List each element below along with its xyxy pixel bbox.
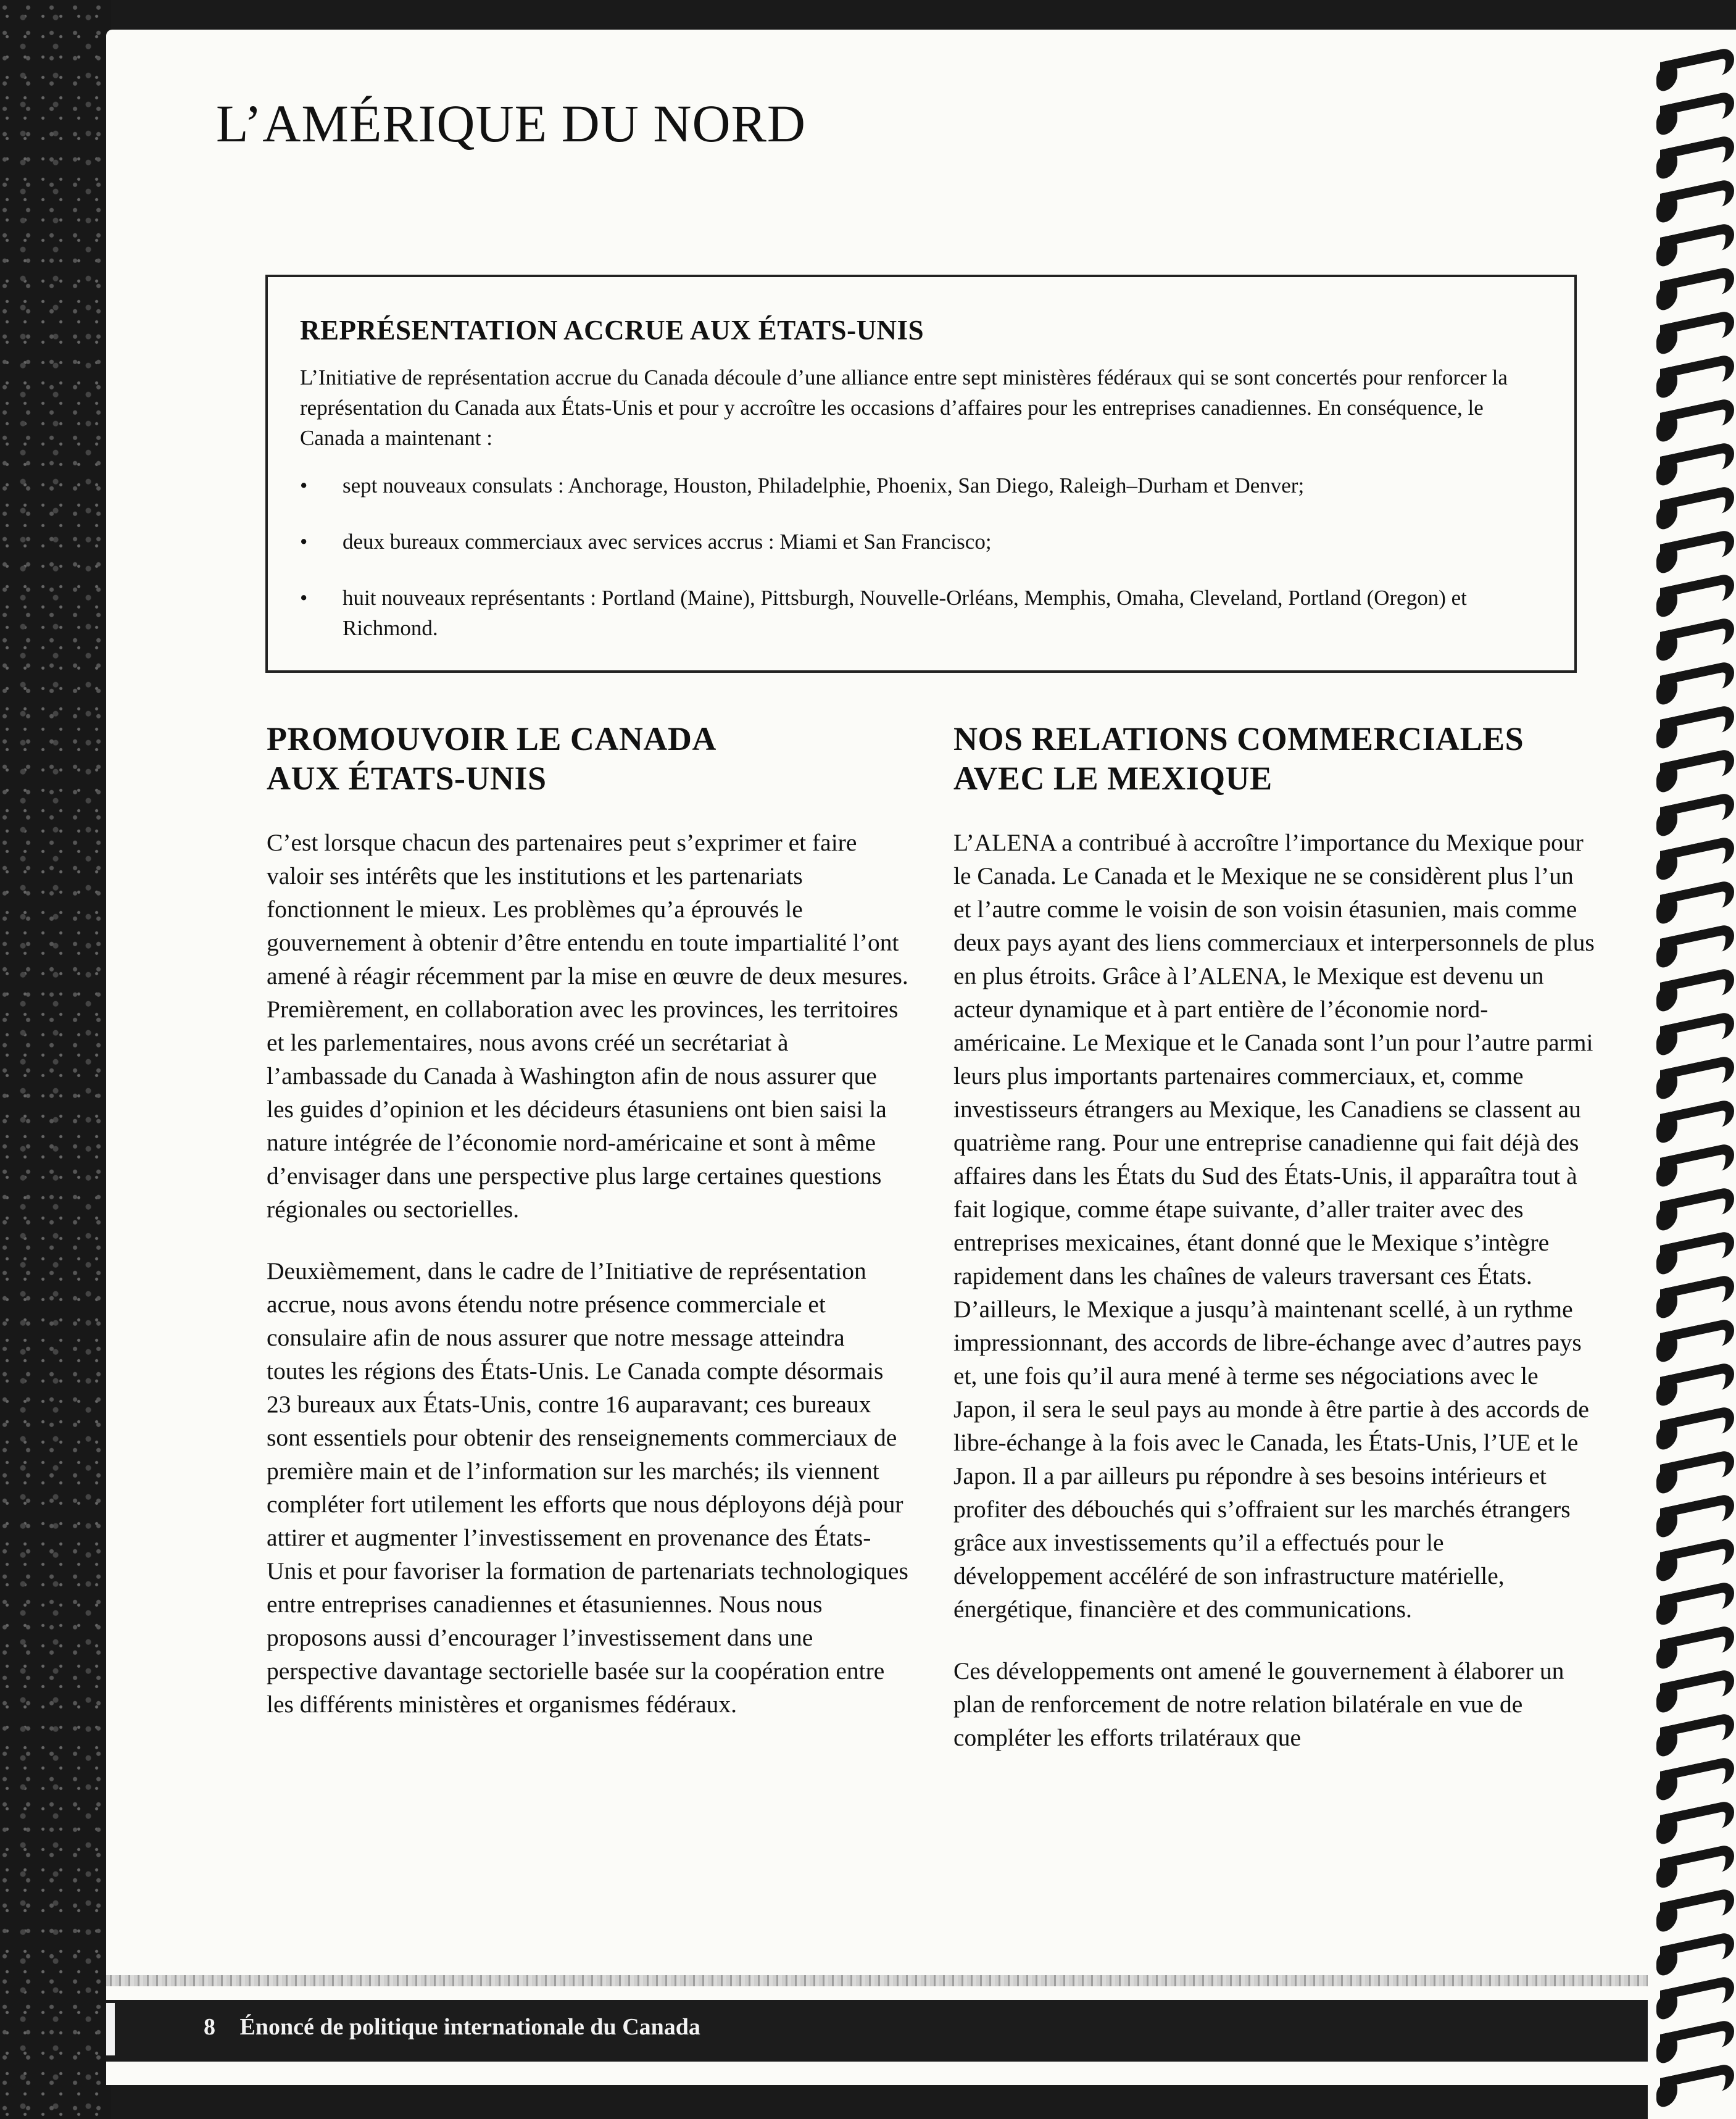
binding-coil	[1660, 923, 1734, 965]
binding-coil	[1660, 1931, 1734, 1973]
binding-coil	[1660, 1142, 1734, 1184]
binding-coil	[1660, 616, 1734, 658]
section-heading	[953, 719, 1595, 798]
bullet-icon: •	[300, 586, 308, 610]
binding-coil	[1660, 1755, 1734, 1797]
scan-border	[0, 0, 111, 2119]
binding-coil	[1660, 1712, 1734, 1754]
binding-coil	[1660, 222, 1734, 264]
binding-coil	[1660, 660, 1734, 702]
binding-coil	[1660, 1186, 1734, 1228]
heading-line: AUX ÉTATS-UNIS	[267, 760, 547, 797]
paragraph: Deuxièmement, dans le cadre de l’Initiative de représentation accrue, nous avons étendu notre présence commerciale et consulaire afin de nous assurer que notre message atteindra toutes les régions des États-Unis. Le Canada compte désormais 23 bureaux aux États-Unis, contre 16 auparavant; ces bureaux sont essentiels pour obtenir des renseignements commerciaux de première main et de l’information sur les marchés; ils viennent compléter fort utilement les efforts que nous déployons déjà pour attirer et augmenter l’investissement en provenance des États-Unis et pour favoriser la formation de partenariats technologiques entre entreprises canadiennes et étasuniennes. Nous nous proposons aussi d’encourager l’investissement dans une perspective davantage sectorielle basée sur la coopération entre les différents ministères et organismes fédéraux.	[267, 1257, 908, 1718]
binding-coil	[1660, 1975, 1734, 2017]
box-list	[300, 470, 1540, 643]
box-intro: L’Initiative de représentation accrue du Canada découle d’une alliance entre sept ministères fédéraux qui se sont concertés pour renforcer la représentation du Canada aux États-Unis et pour y accroître les occasions d’affaires pour les entreprises canadiennes. En conséquence, le Canada a maintenant :	[300, 365, 1508, 450]
binding-coil	[1660, 90, 1734, 132]
sidebar-box	[265, 275, 1577, 673]
list-item	[300, 527, 1552, 557]
binding-coil	[1660, 1010, 1734, 1052]
binding-coil	[1660, 1799, 1734, 1841]
binding-coil	[1660, 1449, 1734, 1491]
binding-coil	[1660, 1273, 1734, 1315]
binding-coil	[1660, 1843, 1734, 1885]
binding-coil	[1660, 791, 1734, 833]
box-title: REPRÉSENTATION ACCRUE AUX ÉTATS-UNIS	[300, 315, 924, 346]
footer-mark	[106, 2003, 115, 2055]
binding-coil	[1660, 1317, 1734, 1359]
binding-coil	[1660, 2062, 1734, 2104]
binding-coil	[1660, 572, 1734, 614]
binding-coil	[1660, 265, 1734, 307]
binding-coil	[1660, 1361, 1734, 1403]
list-item	[300, 583, 1552, 643]
list-item	[300, 470, 1552, 501]
heading-line: PROMOUVOIR LE CANADA	[267, 720, 716, 757]
left-column	[267, 719, 908, 1749]
binding-coil	[1660, 1624, 1734, 1666]
list-item-text: sept nouveaux consulats : Anchorage, Houston, Philadelphie, Phoenix, San Diego, Raleigh–Durham et Denver;	[343, 473, 1305, 497]
binding-coil	[1660, 1668, 1734, 1710]
chapter-title: L’AMÉRIQUE DU NORD	[216, 94, 807, 153]
spiral-binding	[1648, 30, 1736, 2119]
list-item-text: deux bureaux commerciaux avec services accrus : Miami et San Francisco;	[343, 530, 992, 554]
binding-coil	[1660, 46, 1734, 88]
binding-coil	[1660, 1887, 1734, 1929]
binding-coil	[1660, 1580, 1734, 1622]
binding-coil	[1660, 1054, 1734, 1096]
binding-coil	[1660, 879, 1734, 921]
binding-coil	[1660, 528, 1734, 570]
binding-coil	[1660, 747, 1734, 789]
binding-coil	[1660, 353, 1734, 395]
binding-coil	[1660, 1098, 1734, 1140]
bullet-icon: •	[300, 473, 308, 497]
heading-line: NOS RELATIONS COMMERCIALES	[953, 720, 1524, 757]
binding-coil	[1660, 2018, 1734, 2060]
footer-title: Énoncé de politique internationale du Canada	[239, 2014, 700, 2040]
right-column	[953, 719, 1595, 1783]
footer	[204, 2013, 700, 2041]
binding-coil	[1660, 441, 1734, 483]
binding-coil	[1660, 704, 1734, 746]
paragraph: Ces développements ont amené le gouvernement à élaborer un plan de renforcement de notre relation bilatérale en vue de compléter les efforts trilatéraux que	[953, 1657, 1564, 1751]
section-heading	[267, 719, 908, 798]
page-number: 8	[204, 2014, 215, 2040]
binding-coil	[1660, 967, 1734, 1009]
binding-coil	[1660, 1492, 1734, 1534]
list-item-text: huit nouveaux représentants : Portland (Maine), Pittsburgh, Nouvelle-Orléans, Memphis, Omaha, Cleveland, Portland (Oregon) et Richmond.	[343, 586, 1467, 640]
binding-coil	[1660, 309, 1734, 351]
binding-coil	[1660, 485, 1734, 527]
binding-coil	[1660, 397, 1734, 439]
binding-coil	[1660, 835, 1734, 877]
binding-coil	[1660, 178, 1734, 220]
binding-coil	[1660, 1230, 1734, 1272]
footer-rule	[106, 1975, 1648, 1986]
binding-coil	[1660, 134, 1734, 176]
heading-line: AVEC LE MEXIQUE	[953, 760, 1273, 797]
bullet-icon: •	[300, 530, 308, 554]
paragraph: C’est lorsque chacun des partenaires peut s’exprimer et faire valoir ses intérêts que les institutions et les partenariats fonctionnent le mieux. Les problèmes qu’a éprouvés le gouvernement à obtenir d’être entendu en toute impartialité l’ont amené à réagir récemment par la mise en œuvre de deux mesures. Premièrement, en collaboration avec les provinces, les territoires et les parlementaires, nous avons créé un secrétariat à l’ambassade du Canada à Washington afin de nous assurer que les guides d’opinion et les décideurs étasuniens ont bien saisi la nature intégrée de l’économie nord-américaine et sont à même d’envisager dans une perspective plus large certaines questions régionales ou sectorielles.	[267, 829, 908, 1223]
paragraph: L’ALENA a contribué à accroître l’importance du Mexique pour le Canada. Le Canada et le Mexique ne se considèrent plus l’un et l’autre comme le voisin de son voisin étasunien, mais comme deux pays ayant des liens commerciaux et interpersonnels de plus en plus étroits. Grâce à l’ALENA, le Mexique est devenu un acteur dynamique et à part entière de l’économie nord-américaine. Le Mexique et le Canada sont l’un pour l’autre parmi leurs plus importants partenaires commerciaux, et, comme investisseurs étrangers au Mexique, les Canadiens se classent au quatrième rang. Pour une entreprise canadienne qui fait déjà des affaires dans les États du Sud des États-Unis, il apparaîtra tout à fait logique, comme étape suivante, d’aller traiter avec des entreprises mexicaines, étant donné que le Mexique s’intègre rapidement dans les chaînes de valeurs traversant ces États. D’ailleurs, le Mexique a jusqu’à maintenant scellé, à un rythme impressionnant, des accords de libre-échange avec d’autres pays et, une fois qu’il aura mené à terme ses négociations avec le Japon, il sera le seul pays au monde à être partie à des accords de libre-échange à la fois avec le Canada, les États-Unis, l’UE et le Japon. Il a par ailleurs pu répondre à ses besoins intérieurs et profiter des débouchés qui s’offraient sur les marchés étrangers grâce aux investissements qu’il a effectués pour le développement accéléré de son infrastructure matérielle, énergétique, financière et des communications.	[953, 829, 1595, 1623]
binding-coil	[1660, 1405, 1734, 1447]
binding-coil	[1660, 1536, 1734, 1578]
